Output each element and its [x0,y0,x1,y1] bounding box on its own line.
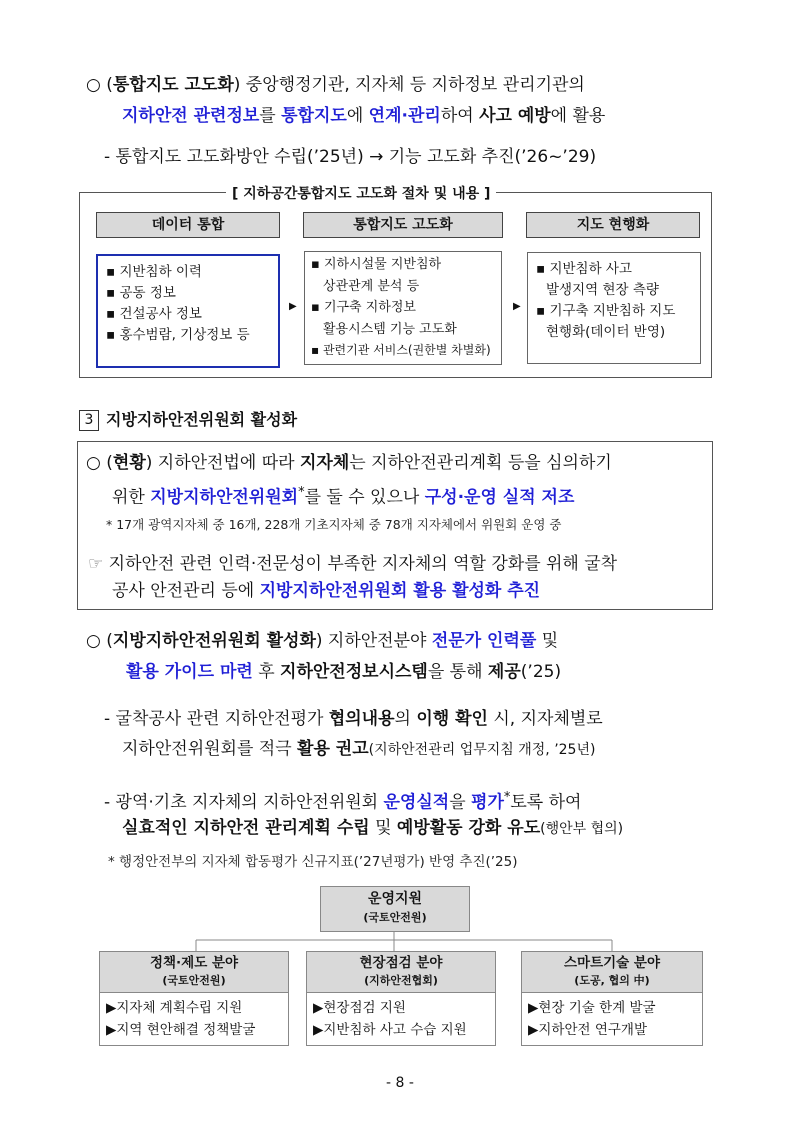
emphasis: 이행 확인 [416,709,488,729]
list-item: 발생지역 현장 측량 [546,282,659,298]
figure-title: [ 지하공간통합지도 고도화 절차 및 내용 ] [226,183,496,203]
emphasis: 구성·운영 실적 저조 [424,487,575,508]
emphasis: 예방활동 강화 유도 [396,818,541,838]
text: ( [106,75,113,95]
sec1-dash: - 통합지도 고도화방안 수립(’25년) → 기능 고도화 추진(’26~’29) [104,147,597,167]
list-item: ▪ 공동 정보 [106,285,176,301]
text: 및 [369,818,397,838]
list-item: ▶지자체 계획수립 지원 [106,1000,243,1016]
text: 지하안전위원회를 적극 [122,739,298,759]
list-item: 활용시스템 기능 고도화 [323,321,457,337]
arrow-right-icon: ▶ [513,301,521,312]
list-item: ▶지하안전 연구개발 [528,1022,648,1038]
text: (’25) [520,662,562,682]
emphasis: 지하안전정보시스템 [280,662,428,682]
bullet-circle: ○ [86,631,101,651]
figure-col2-header: 통합지도 고도화 [303,212,503,238]
emphasis: 활용 권고 [297,739,369,759]
emphasis: 지하안전 관련정보 [122,106,260,126]
org-col1-sub: (국토안전원) [162,974,226,987]
emphasis: 사고 예방 [479,106,551,126]
emphasis: 평가 [471,792,504,813]
emphasis: 통합지도 [281,106,347,126]
emphasis: 지방지하안전위원회 [150,487,299,508]
text: ) 중앙행정기관, 지자체 등 지하정보 관리기관의 [233,75,585,95]
list-item: ▶지역 현안해결 정책발굴 [106,1022,256,1038]
list-item: ▪ 건설공사 정보 [106,306,202,322]
text: 하여 [440,106,480,126]
section-number-box: 3 [79,410,99,431]
text: 시, 지자체별로 [487,709,603,729]
figure-col3-header: 지도 현행화 [526,212,700,238]
text: - 광역·기초 지자체의 지하안전위원회 [104,792,384,813]
text: 을 통해 [427,662,488,682]
text: ( [106,631,113,651]
text: 및 [536,631,559,651]
text: ) 지하안전분야 [315,631,432,651]
text: 를 둘 수 있으나 [304,487,425,508]
text: 의 [394,709,417,729]
emphasis: 실효적인 지하안전 관리계획 수립 [122,818,370,838]
list-item: ▪ 지하시설물 지반침하 [311,257,442,272]
text: 공사 안전관리 등에 [112,581,260,601]
list-item: ▪ 홍수범람, 기상정보 등 [106,327,250,343]
org-col1-list [99,992,289,1046]
text: 에 활용 [550,106,606,126]
emphasis: 연계·관리 [368,106,441,126]
text: 지하안전 관련 인력·전문성이 부족한 지자체의 역할 강화를 위해 굴착 [108,554,618,574]
footnote-mark: * [298,485,305,500]
org-col3-header [521,951,703,993]
org-col3-list [521,992,703,1046]
text: (지하안전관리 업무지침 개정, ’25년) [368,742,596,758]
list-item: ▪ 기구축 지반침하 지도 [536,303,676,319]
emphasis: 현황 [112,453,146,473]
emphasis: 활용 가이드 마련 [126,662,253,682]
org-col2-title: 현장점검 분야 [359,955,443,971]
pointing-hand-icon: ☞ [88,554,104,574]
emphasis: 지자체 [299,453,350,473]
emphasis: 지방지하안전위원회 활용 활성화 추진 [259,581,541,601]
page-number: - 8 - [386,1075,414,1091]
bullet-circle: ○ [86,453,101,473]
list-item: 현행화(데이터 반영) [546,324,666,340]
org-top-sub: (국토안전원) [363,911,427,924]
text: 후 [252,662,281,682]
org-col1-header [99,951,289,993]
list-item: ▪ 지반침하 이력 [106,264,202,280]
text: 는 지하안전관리계획 등을 심의하기 [349,453,612,473]
list-item: ▪ 지반침하 사고 [536,261,632,277]
org-top-title: 운영지원 [367,891,423,907]
status-note: * 17개 광역지자체 중 16개, 228개 기초지자체 중 78개 지자체에서 위원회 운영 중 [106,517,562,532]
text: 토록 하여 [510,792,582,813]
sec2-note: * 행정안전부의 지자체 합동평가 신규지표(’27년평가) 반영 추진(’25) [108,854,518,870]
text: 을 [449,792,472,813]
text: 를 [259,106,282,126]
list-item: ▪ 관련기관 서비스(권한별 차별화) [311,343,491,357]
text: 에 [346,106,369,126]
org-col2-list [306,992,496,1046]
emphasis: 제공 [487,662,521,682]
arrow-right-icon: ▶ [289,301,297,312]
list-item: ▪ 기구축 지하정보 [311,300,416,315]
emphasis: 전문가 인력풀 [431,631,537,651]
list-item: ▶현장점검 지원 [313,1000,406,1016]
bullet-circle: ○ [86,75,101,95]
text: - 굴착공사 관련 지하안전평가 [104,709,329,729]
text: (행안부 협의) [540,821,624,837]
figure-col1-header: 데이터 통합 [96,212,280,238]
heading-keyword: 지방지하안전위원회 활성화 [112,631,316,651]
emphasis: 협의내용 [328,709,395,729]
emphasis: 운영실적 [383,792,450,813]
text: ) 지하안전법에 따라 [145,453,300,473]
org-col3-sub: (도공, 협의 中) [574,974,650,987]
heading-keyword: 통합지도 고도화 [112,75,234,95]
org-col2-sub: (지하안전협회) [364,974,438,987]
text: 위한 [112,487,151,508]
org-col3-title: 스마트기술 분야 [564,955,660,971]
org-col1-title: 정책·제도 분야 [149,955,239,971]
section-title: 지방지하안전위원회 활성화 [106,410,298,429]
footnote-mark: * [503,790,511,805]
text: ( [106,453,113,473]
org-col2-header [306,951,496,993]
list-item: ▶현장 기술 한계 발굴 [528,1000,656,1016]
list-item: ▶지반침하 사고 수습 지원 [313,1022,467,1038]
list-item: 상관관계 분석 등 [323,278,420,294]
